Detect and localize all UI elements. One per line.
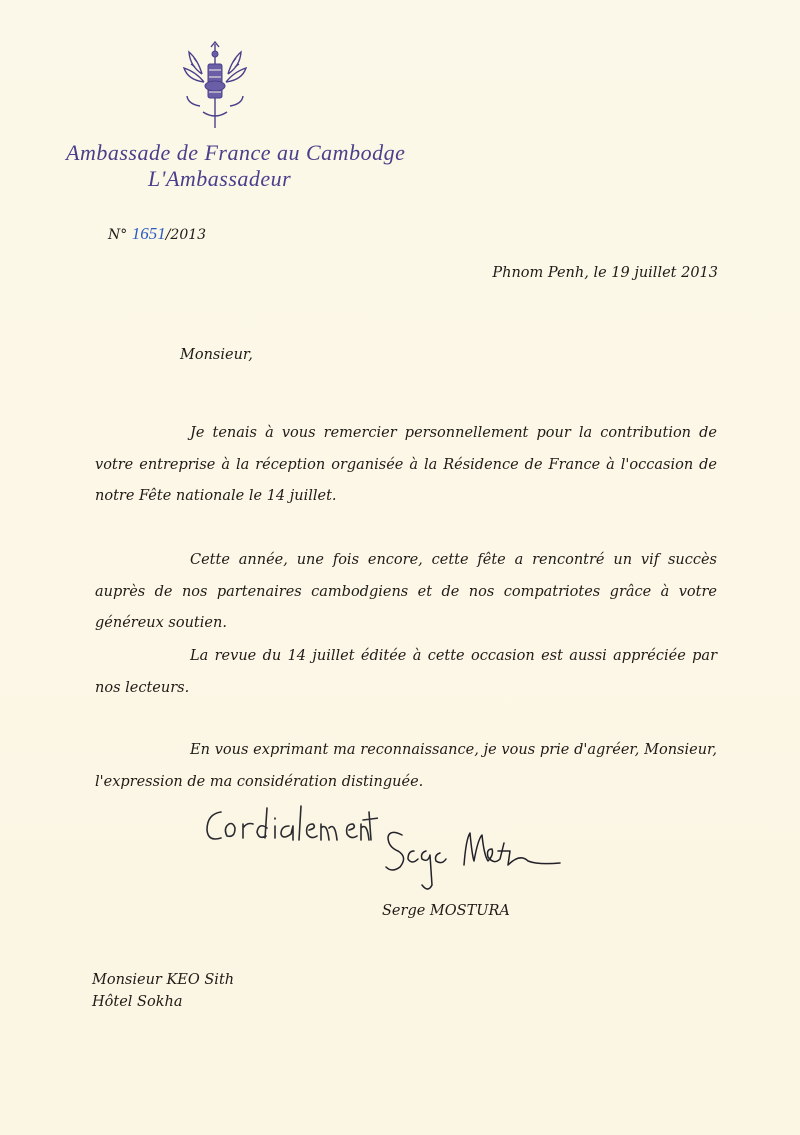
reference-suffix: /2013 bbox=[165, 227, 207, 243]
salutation: Monsieur, bbox=[180, 347, 253, 363]
handwritten-closing bbox=[203, 800, 378, 848]
body-paragraph-2: Cette année, une fois encore, cette fête a rencontré un vif succès auprès de nos partenaires cambodgiens et de nos compatriotes grâce à votre généreux soutien. bbox=[95, 552, 717, 631]
recipient-name: Monsieur KEO Sith bbox=[92, 972, 235, 988]
french-republic-emblem-icon bbox=[180, 40, 250, 135]
signer-name: Serge MOSTURA bbox=[382, 903, 510, 919]
letterhead-embassy: Ambassade de France au Cambodge bbox=[66, 140, 406, 165]
reference-number bbox=[108, 224, 206, 244]
body-paragraph-3: La revue du 14 juillet éditée à cette occasion est aussi appréciée par nos lecteurs. bbox=[95, 648, 717, 696]
reference-handwritten-number: 1651 bbox=[131, 224, 166, 243]
date-line: Phnom Penh, le 19 juillet 2013 bbox=[492, 265, 718, 281]
reference-prefix: N° bbox=[108, 227, 128, 243]
body-paragraph-4: En vous exprimant ma reconnaissance, je vous prie d'agréer, Monsieur, l'expression de ma considération distinguée. bbox=[95, 742, 717, 790]
recipient-place: Hôtel Sokha bbox=[92, 994, 183, 1010]
signature bbox=[380, 825, 570, 897]
letterhead-ambassador: L'Ambassadeur bbox=[148, 166, 292, 191]
body-paragraph-1: Je tenais à vous remercier personnellement pour la contribution de votre entreprise à la réception organisée à la Résidence de France à l'occasion de notre Fête nationale le 14 juillet. bbox=[95, 425, 717, 504]
